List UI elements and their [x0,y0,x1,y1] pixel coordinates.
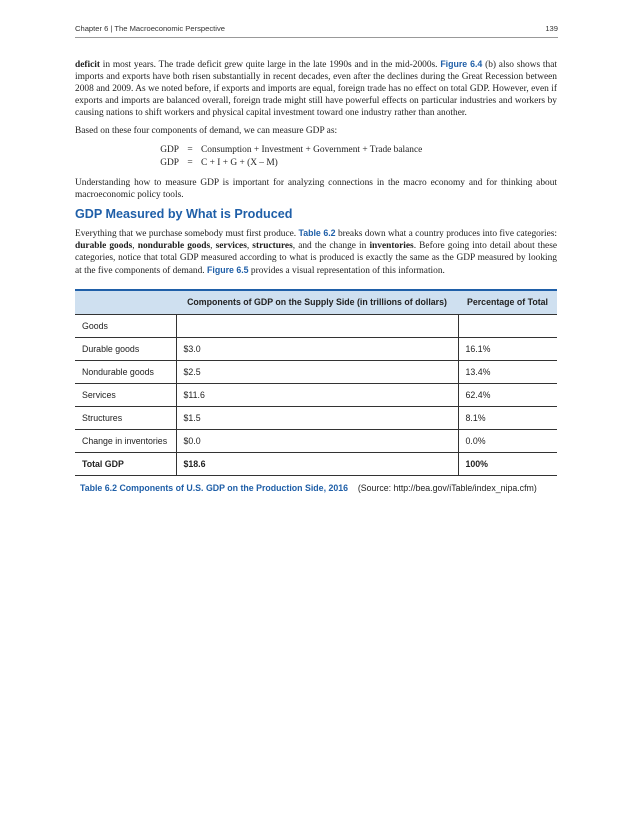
percent-cell: 0.0% [458,430,557,453]
table-row [75,407,557,430]
percent-cell [458,315,557,338]
percent-cell: 62.4% [458,384,557,407]
equation-row: GDP = C + I + G + (X – M) [160,157,278,168]
percent-cell: 13.4% [458,361,557,384]
caption-source: (Source: http://bea.gov/iTable/index_nipa.cfm) [357,483,537,493]
chapter-title: Chapter 6 | The Macroeconomic Perspective [75,24,225,33]
value-cell: $11.6 [176,384,458,407]
value-cell: $3.0 [176,338,458,361]
row-label: Nondurable goods [75,361,176,384]
row-label: Durable goods [75,338,176,361]
key-term-deficit: deficit [75,60,100,70]
page-content [75,58,557,494]
percent-cell: 8.1% [458,407,557,430]
table-header-row [75,290,557,315]
total-label: Total GDP [75,453,176,476]
row-label: Change in inventories [75,430,176,453]
table-total-row [75,453,557,476]
page-number: 139 [545,24,558,33]
table-row [75,361,557,384]
value-cell: $1.5 [176,407,458,430]
header-cell: Percentage of Total [458,290,557,315]
gdp-components-table [75,289,557,476]
value-cell: $0.0 [176,430,458,453]
header-cell: Components of GDP on the Supply Side (in trillions of dollars) [176,290,458,315]
paragraph-production-categories: Everything that we purchase somebody must first produce. Table 6.2 breaks down what a country produces into five categories: durable goods, nondurable goods, services, structures, and the change in inventories. Before going into detail about these categories, notice that total GDP measured according to what is produced is exactly the same as the GDP measured by looking at the five components of demand. Figure 6.5 provides a visual representation of this information. [75,228,558,276]
row-label: Structures [75,407,176,430]
percent-cell: 16.1% [458,338,557,361]
row-label: Goods [75,315,176,338]
value-cell [176,315,458,338]
paragraph-measure-intro: Based on these four components of demand, we can measure GDP as: [75,126,338,136]
paragraph-trade-deficit: deficit in most years. The trade deficit grew quite large in the late 1990s and in the mid-2000s. Figure 6.4 (b) also shows that imports and exports have both risen substantially in recent decades, even after the declines during the Great Recession between 2008 and 2009. As we noted before, if exports and imports are equal, foreign trade has no effect on total GDP. However, even if exports and imports are balanced overall, foreign trade might still have powerful effects on particular industries and workers by causing nations to shift workers and physical capital investment toward one industry rather than another. [75,59,557,118]
table-caption [75,482,557,494]
value-cell: $2.5 [176,361,458,384]
gdp-equations [75,143,557,169]
row-label: Services [75,384,176,407]
total-value: $18.6 [176,453,458,476]
section-heading: GDP Measured by What is Produced [75,207,293,221]
total-percent: 100% [458,453,557,476]
figure-6-4-link[interactable]: Figure 6.4 [440,59,483,69]
table-row [75,315,557,338]
header-cell [75,290,176,315]
table-row [75,384,557,407]
running-header [75,24,558,38]
figure-6-5-link[interactable]: Figure 6.5 [207,265,249,275]
paragraph-importance: Understanding how to measure GDP is important for analyzing connections in the macro economy and for thinking about macroeconomic policy tools. [75,178,557,200]
table-row [75,338,557,361]
table-6-2-link[interactable]: Table 6.2 [298,228,336,238]
equation-row: GDP = Consumption + Investment + Government + Trade balance [160,144,423,155]
table-row [75,430,557,453]
caption-title: Table 6.2 Components of U.S. GDP on the Production Side, 2016 [80,483,349,493]
